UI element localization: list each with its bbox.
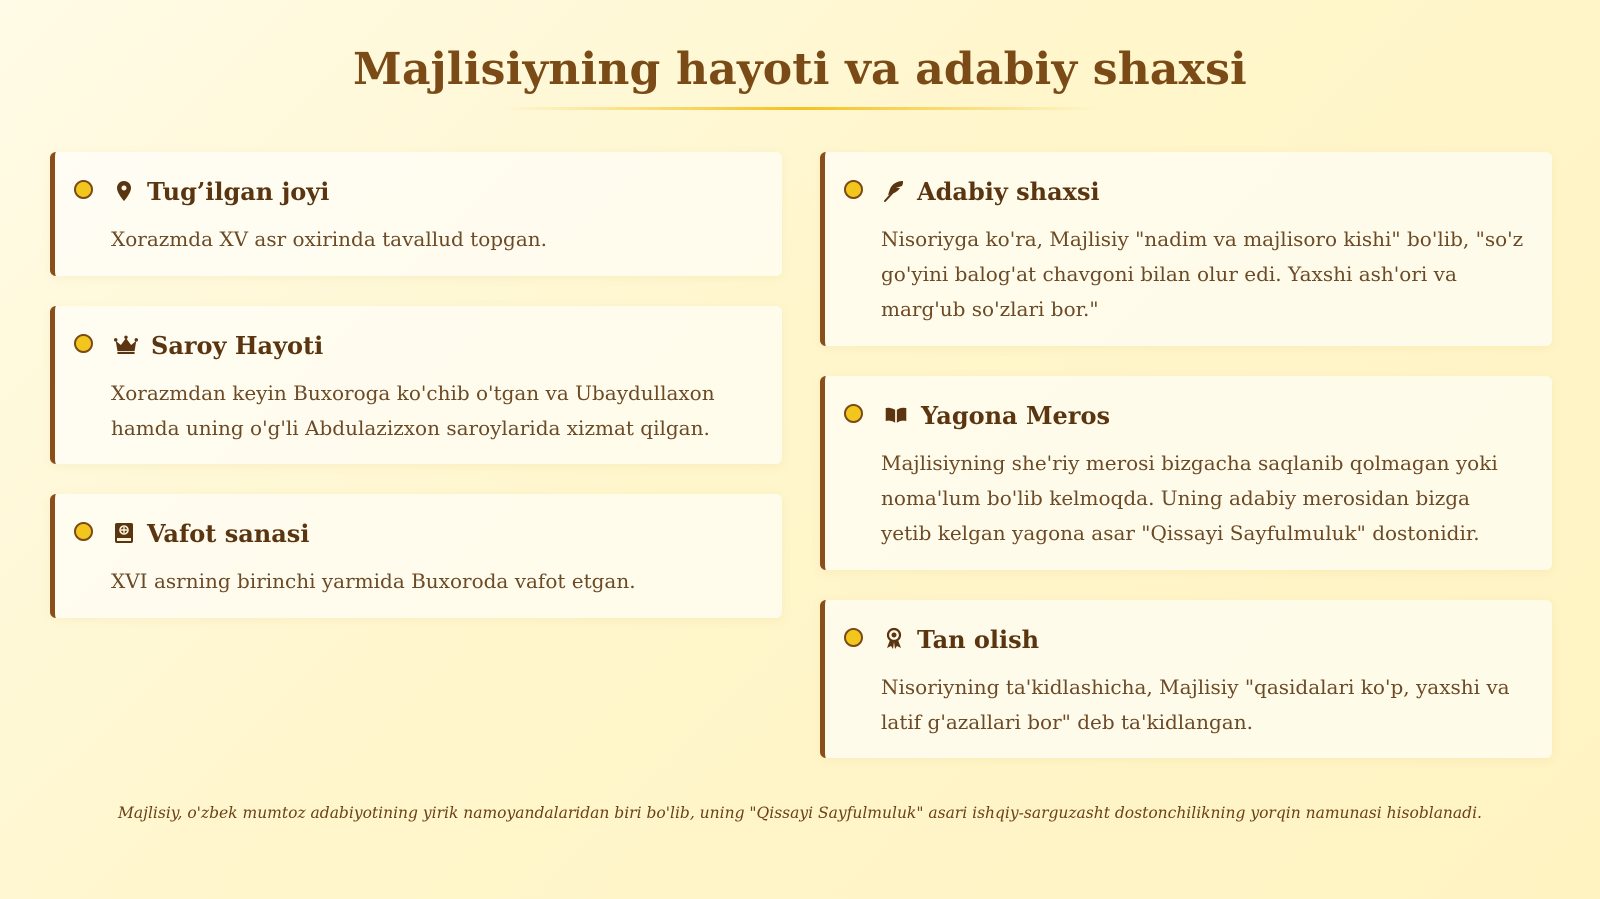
card-recognition — [820, 600, 1552, 758]
card-text: Nisoriyning ta'kidlashicha, Majlisiy "qasidalari ko'p, yaxshi va latif g'azallari bor" deb ta'kidlangan. — [881, 675, 1510, 734]
card-heading: Saroy Hayoti — [151, 330, 324, 360]
left-column — [50, 152, 782, 618]
feather-icon — [881, 178, 907, 204]
card-heading: Tan olish — [917, 624, 1040, 654]
card-heading: Adabiy shaxsi — [917, 176, 1100, 206]
bullet-dot — [844, 628, 863, 647]
open-book-icon — [881, 402, 911, 428]
bullet-dot — [74, 334, 93, 353]
card-literary-persona — [820, 152, 1552, 346]
crown-icon — [111, 332, 141, 358]
card-text: Nisoriyga ko'ra, Majlisiy "nadim va majlisoro kishi" bo'lib, "so'z go'yini balog'at chavgoni bilan olur edi. Yaxshi ash'ori va marg'ub so'zlari bor." — [881, 227, 1524, 321]
card-text: Majlisiyning she'riy merosi bizgacha saqlanib qolmagan yoki noma'lum bo'lib kelmoqda. Uning adabiy merosidan bizga yetib kelgan yagona asar "Qissayi Sayfulmuluk" dostonidir. — [881, 451, 1498, 545]
bullet-dot — [844, 404, 863, 423]
page-title: Majlisiyning hayoti va adabiy shaxsi — [353, 44, 1247, 95]
map-pin-icon — [111, 178, 137, 204]
bullet-dot — [74, 522, 93, 541]
card-court-life — [50, 306, 782, 464]
card-birthplace — [50, 152, 782, 276]
bullet-dot — [844, 180, 863, 199]
card-heading: Yagona Meros — [921, 400, 1110, 430]
card-text: Xorazmdan keyin Buxoroga ko'chib o'tgan va Ubaydullaxon hamda uning o'g'li Abdulazizxon saroylarida xizmat qilgan. — [111, 381, 715, 440]
card-text: XVI asrning birinchi yarmida Buxoroda vafot etgan. — [111, 569, 636, 593]
award-ribbon-icon — [881, 626, 907, 652]
card-heading: Tug’ilgan joyi — [147, 176, 330, 206]
memorial-book-icon — [111, 520, 137, 546]
card-text: Xorazmda XV asr oxirinda tavallud topgan. — [111, 227, 547, 251]
footer-note: Majlisiy, o'zbek mumtoz adabiyotining yirik namoyandalaridan biri bo'lib, uning "Qissayi Sayfulmuluk" asari ishqiy-sarguzasht dostonchilikning yorqin namunasi hisoblanadi. — [118, 804, 1482, 822]
card-death-date — [50, 494, 782, 618]
bullet-dot — [74, 180, 93, 199]
card-sole-legacy — [820, 376, 1552, 570]
card-heading: Vafot sanasi — [147, 518, 310, 548]
right-column — [820, 152, 1552, 758]
title-underline — [500, 107, 1100, 110]
